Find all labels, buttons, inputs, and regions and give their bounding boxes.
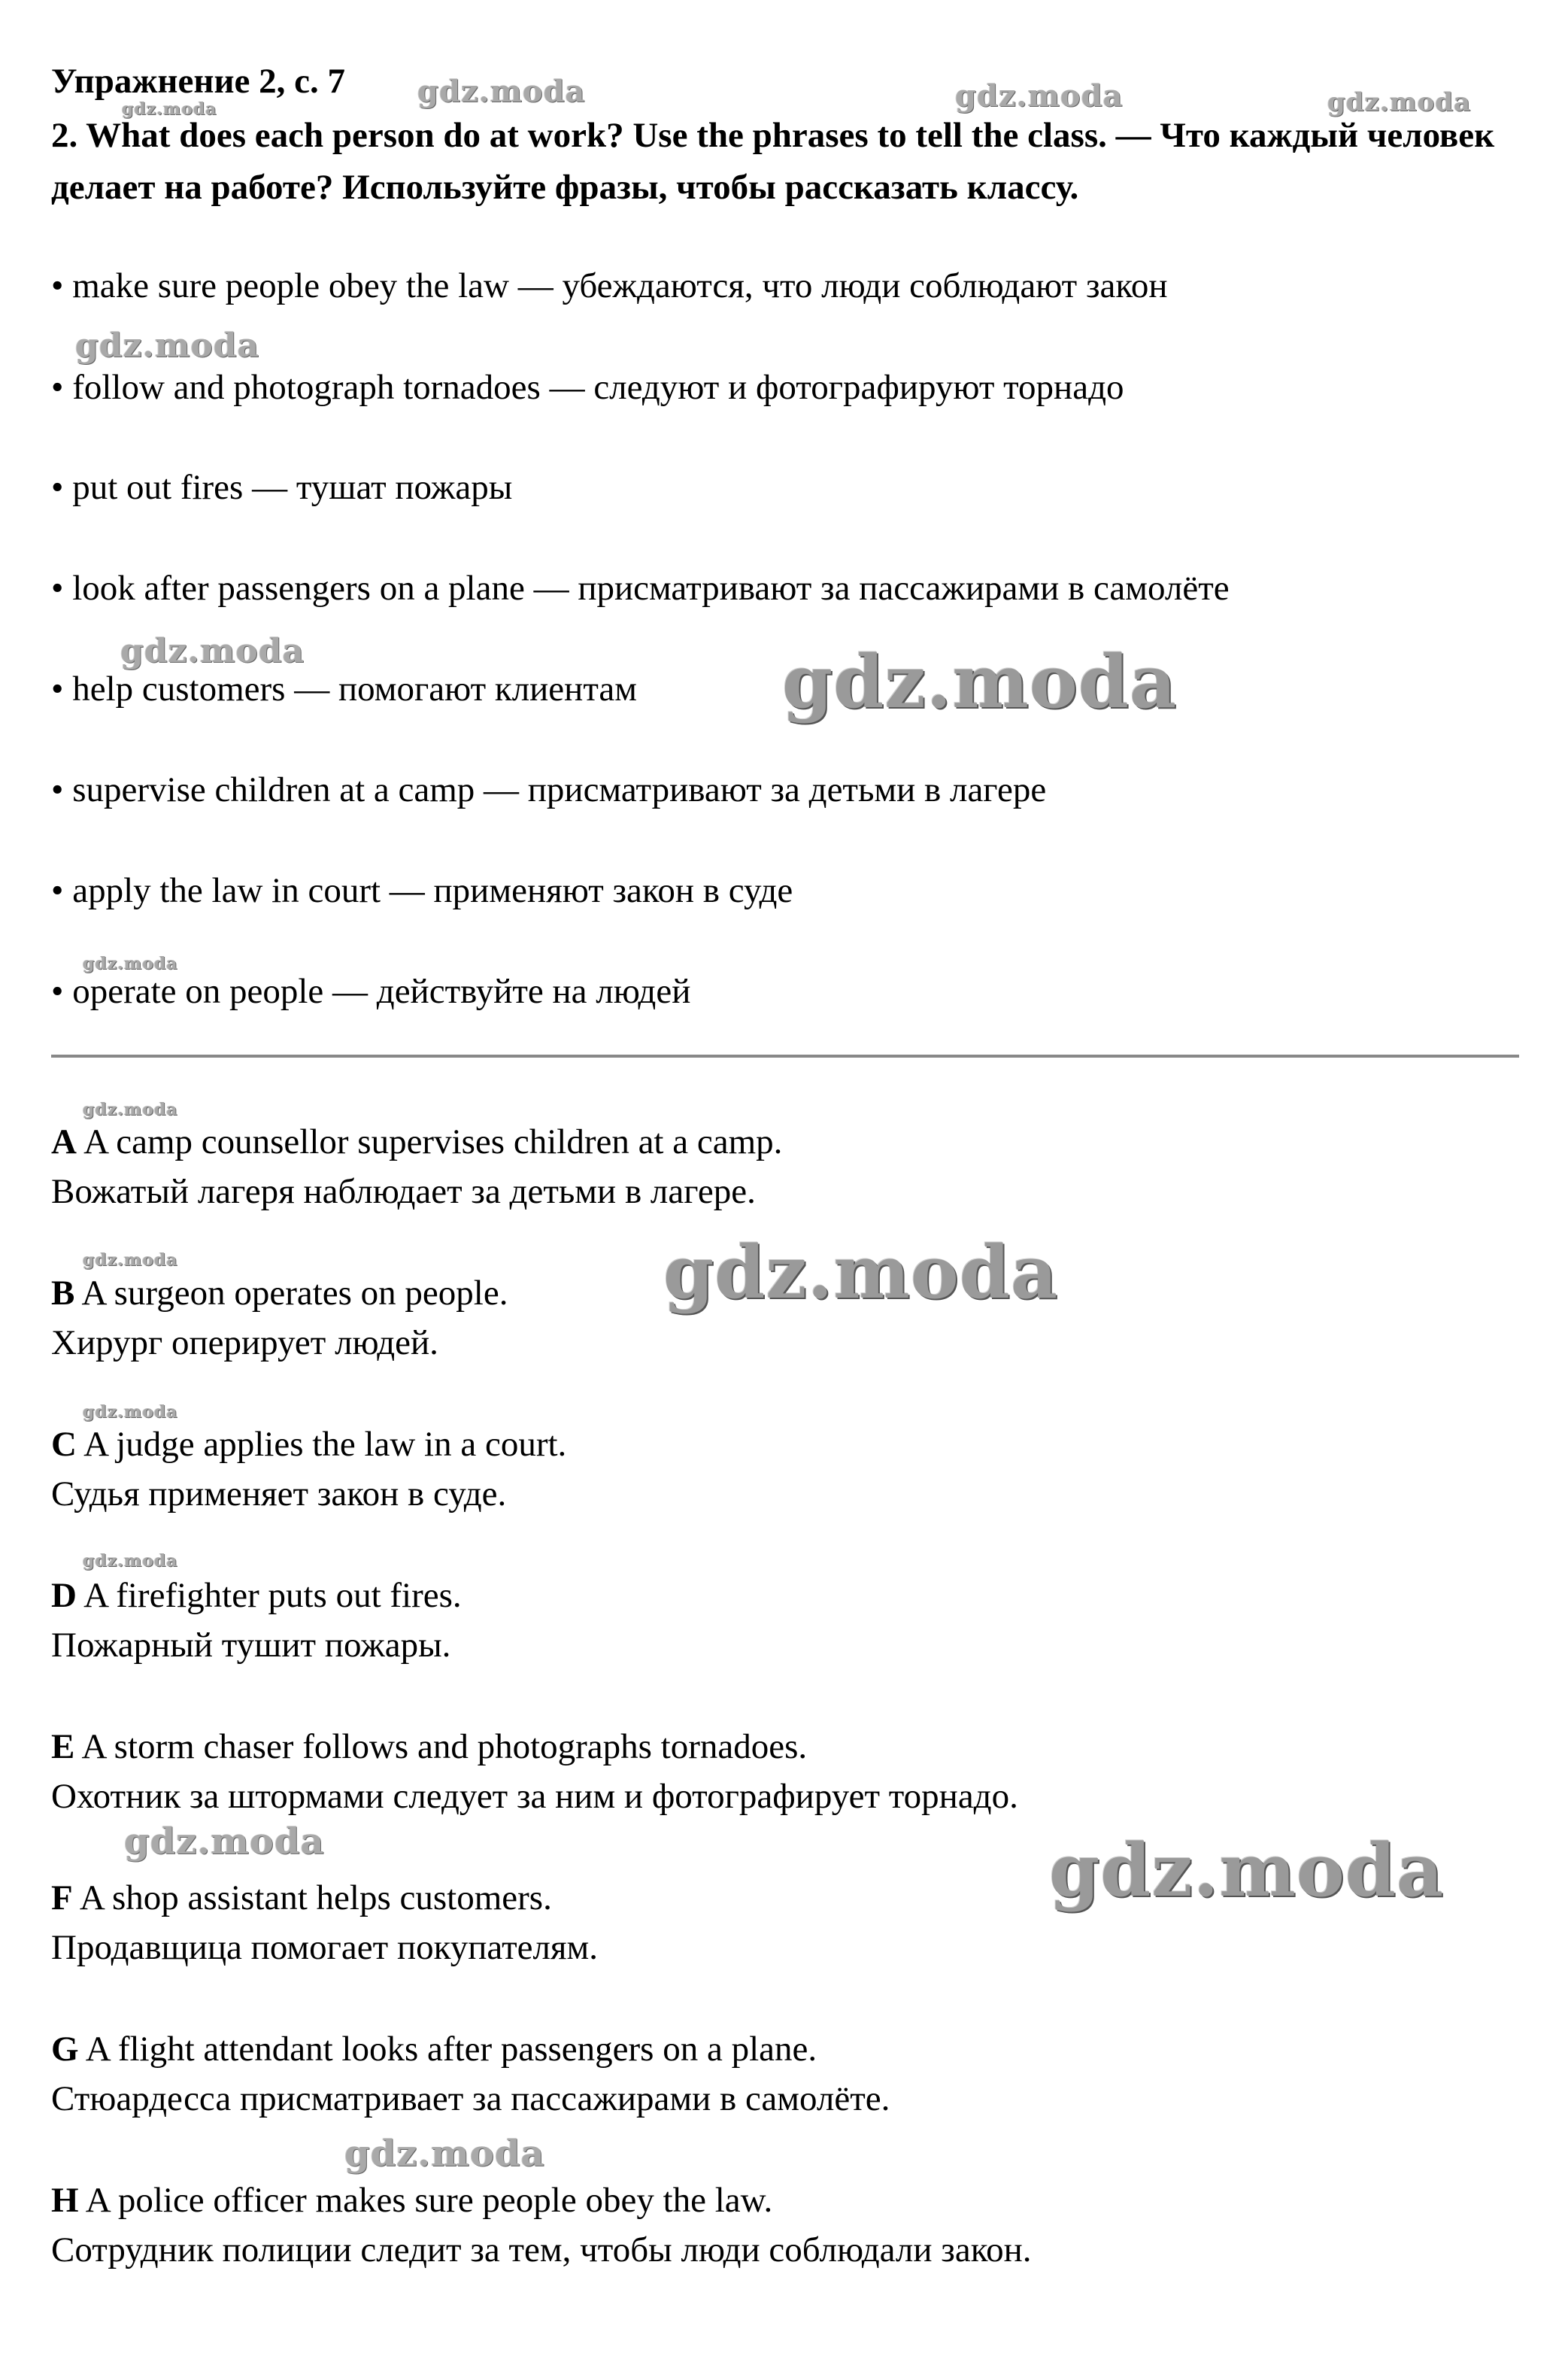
answer-letter: E <box>51 1727 75 1766</box>
watermark: gdz.moda <box>83 1551 178 1571</box>
answer-letter: H <box>51 2181 79 2220</box>
answer-russian: Стюардесса присматривает за пассажирами в самолёте. <box>51 2079 890 2118</box>
watermark: gdz.moda <box>83 1402 178 1422</box>
watermark: gdz.moda <box>663 1230 1059 1315</box>
answer-letter: G <box>51 2030 79 2069</box>
watermark: gdz.moda <box>120 632 305 670</box>
answer-russian: Сотрудник полиции следит за тем, чтобы люди соблюдали закон. <box>51 2230 1032 2270</box>
watermark: gdz.moda <box>417 74 586 109</box>
answer-russian: Охотник за штормами следует за ним и фотографирует торнадо. <box>51 1777 1018 1816</box>
answer-russian: Продавщица помогает покупателям. <box>51 1928 599 1967</box>
watermark: gdz.moda <box>782 639 1178 724</box>
phrase-item: • look after passengers on a plane — присматривают за пассажирами в самолёте <box>51 569 1230 608</box>
phrase-item: • operate on people — действуйте на людей <box>51 972 691 1011</box>
answer-g <box>51 2024 890 2124</box>
answer-c <box>51 1419 566 1519</box>
answer-letter: D <box>51 1576 77 1615</box>
phrase-item: • supervise children at a camp — присматривают за детьми в лагере <box>51 770 1047 809</box>
watermark: gdz.moda <box>124 1820 325 1863</box>
answer-letter: F <box>51 1878 73 1917</box>
task-text: 2. What does each person do at work? Use the phrases to tell the class. — Что каждый человек делает на работе? Используйте фразы, чтобы рассказать классу. <box>51 116 1495 207</box>
answer-e <box>51 1722 1018 1821</box>
watermark: gdz.moda <box>1327 87 1472 117</box>
answer-russian: Вожатый лагеря наблюдает за детьми в лагере. <box>51 1172 756 1211</box>
answer-letter: B <box>51 1274 75 1313</box>
answer-russian: Пожарный тушит пожары. <box>51 1626 451 1665</box>
watermark: gdz.moda <box>75 326 260 365</box>
watermark: gdz.moda <box>1049 1828 1445 1913</box>
answer-f <box>51 1873 598 1972</box>
phrase-item: • apply the law in court — применяют закон в суде <box>51 871 793 910</box>
phrase-item: • make sure people obey the law — убеждаются, что люди соблюдают закон <box>51 266 1168 305</box>
answer-letter: A <box>51 1122 77 1161</box>
watermark: gdz.moda <box>83 954 178 973</box>
watermark: gdz.moda <box>955 78 1124 114</box>
answer-english: A storm chaser follows and photographs tornadoes. <box>81 1727 808 1766</box>
answer-english: A shop assistant helps customers. <box>79 1878 552 1917</box>
answer-h <box>51 2175 1032 2275</box>
divider <box>51 1055 1519 1058</box>
watermark: gdz.moda <box>83 1100 178 1119</box>
answer-d <box>51 1571 462 1670</box>
answer-english: A firefighter puts out fires. <box>83 1576 462 1615</box>
answer-english: A judge applies the law in a court. <box>83 1425 567 1464</box>
answer-b <box>51 1268 508 1368</box>
exercise-heading: Упражнение 2, с. 7 <box>51 62 346 101</box>
phrase-item: • put out fires — тушат пожары <box>51 468 513 507</box>
answer-letter: C <box>51 1425 77 1464</box>
phrase-item: • help customers — помогают клиентам <box>51 669 638 709</box>
answer-russian: Хирург оперирует людей. <box>51 1323 438 1362</box>
answer-a <box>51 1117 782 1216</box>
answer-english: A surgeon operates on people. <box>81 1274 508 1313</box>
answer-russian: Судья применяет закон в суде. <box>51 1474 507 1514</box>
watermark: gdz.moda <box>83 1250 178 1270</box>
answer-english: A camp counsellor supervises children at a camp. <box>83 1122 783 1161</box>
watermark: gdz.moda <box>122 99 217 119</box>
phrase-item: • follow and photograph tornadoes — следуют и фотографируют торнадо <box>51 368 1124 407</box>
answer-english: A police officer makes sure people obey the law. <box>85 2181 773 2220</box>
watermark: gdz.moda <box>344 2133 545 2175</box>
answer-english: A flight attendant looks after passengers on a plane. <box>85 2030 817 2069</box>
